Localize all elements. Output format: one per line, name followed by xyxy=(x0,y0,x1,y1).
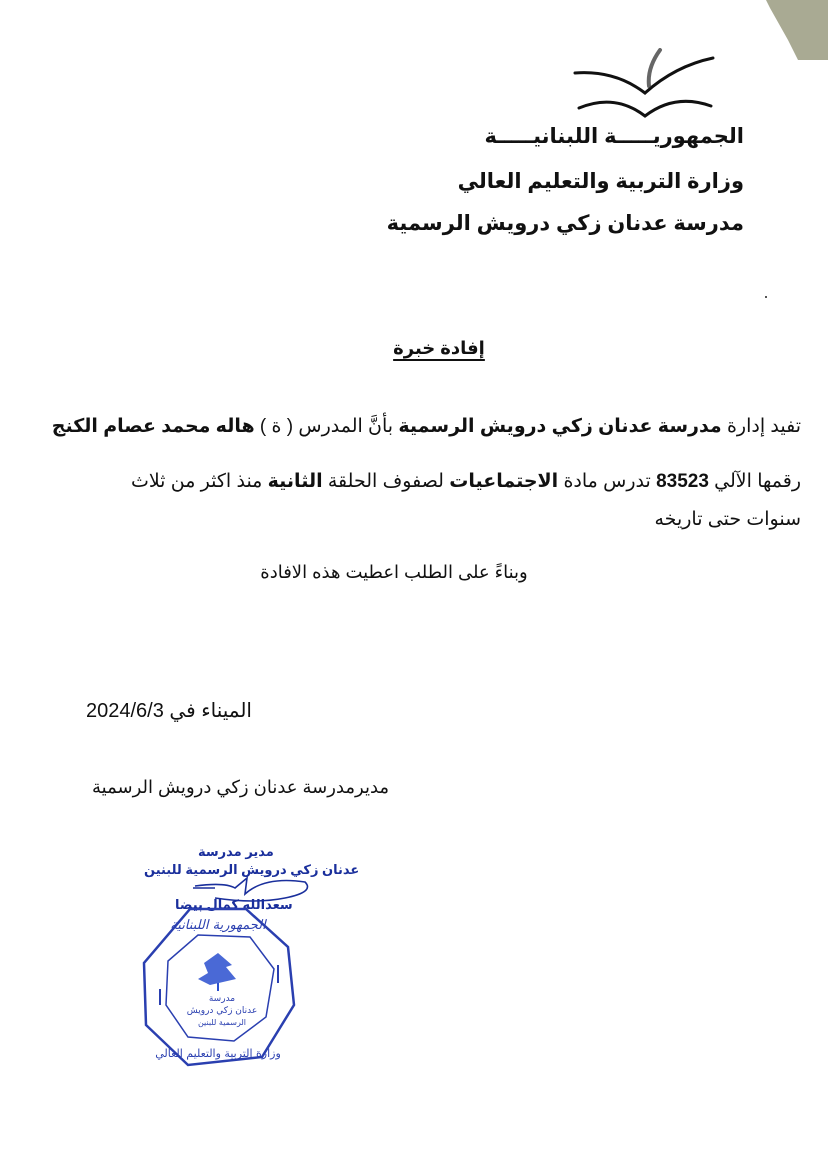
cycle-name: الثانية xyxy=(267,471,323,492)
body-text: تدرس مادة xyxy=(558,471,657,492)
body-line-4: وبناءً على الطلب اعطيت هذه الافادة xyxy=(260,562,528,582)
header-school: مدرسة عدنان زكي درويش الرسمية xyxy=(386,212,744,235)
seal-top-text: الجمهورية اللبنانية xyxy=(170,918,266,933)
place: الميناء في xyxy=(163,700,252,722)
official-seal-icon xyxy=(138,905,298,1070)
body-text: لصفوف الحلقة xyxy=(322,471,450,492)
seal-center-1: مدرسة xyxy=(208,994,236,1004)
header-ministry: وزارة التربية والتعليم العالي xyxy=(457,170,744,193)
seal-center-3: الرسمية للبنين xyxy=(197,1018,247,1027)
body-line-3: سنوات حتى تاريخه xyxy=(654,509,801,530)
place-date xyxy=(86,698,252,723)
date: 2024/6/3 xyxy=(86,700,164,722)
document-title-text: إفادة خبرة xyxy=(393,338,485,358)
teacher-name: هاله محمد عصام الكنج xyxy=(51,416,255,437)
body-line-2 xyxy=(131,470,801,493)
seal-bottom-text: وزارة التربية والتعليم العالي xyxy=(155,1047,281,1060)
school-name: مدرسة عدنان زكي درويش الرسمية xyxy=(398,416,722,437)
header-republic: الجمهوريـــــة اللبنانيـــــة xyxy=(484,125,744,148)
stamp-school-label: عدنان زكي درويش الرسمية للبنين xyxy=(144,862,360,877)
body-line-1 xyxy=(52,415,801,438)
body-text: منذ اكثر من ثلاث xyxy=(130,471,268,492)
body-text: بأنَّ المدرس ( ة ) xyxy=(254,416,399,437)
stamp-director-name: سعدالله كمال بيضا xyxy=(175,897,293,912)
book-pen-logo-icon xyxy=(565,48,715,123)
scan-speck xyxy=(765,296,767,298)
director-title: مديرمدرسة عدنان زكي درويش الرسمية xyxy=(92,777,390,797)
document-title xyxy=(0,338,828,359)
subject-name: الاجتماعيات xyxy=(449,471,559,492)
page-corner-fold xyxy=(738,0,828,60)
seal-center-2: عدنان زكي درويش xyxy=(186,1006,258,1016)
body-text: رقمها الآلي xyxy=(708,471,801,492)
stamp-director-label: مدير مدرسة xyxy=(198,844,274,859)
body-text: تفيد إدارة xyxy=(721,416,801,437)
employee-number: 83523 xyxy=(656,471,709,492)
